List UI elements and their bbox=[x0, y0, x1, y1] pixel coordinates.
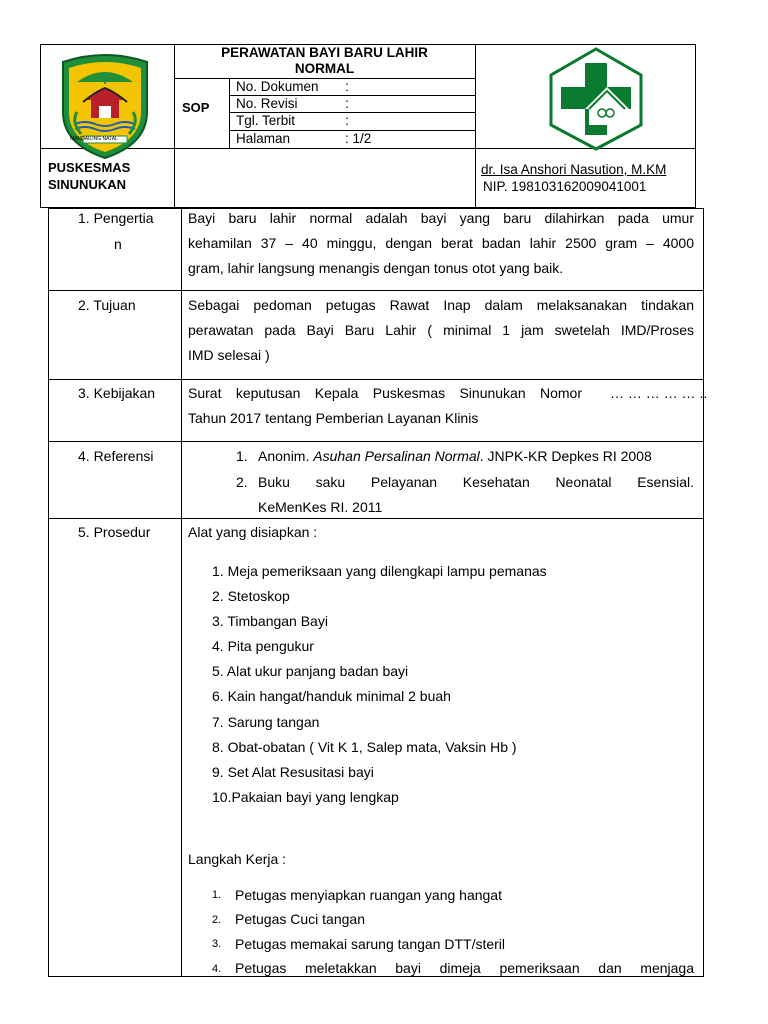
row-label: 5. Prosedur bbox=[78, 524, 151, 540]
tool-item: 2. Stetoskop bbox=[212, 588, 290, 604]
page-label: Halaman bbox=[236, 131, 291, 146]
signatory-nip: NIP. 198103162009041001 bbox=[483, 179, 647, 194]
row-label: 4. Referensi bbox=[78, 448, 154, 464]
step-num: 2. bbox=[212, 914, 222, 926]
policy-line: Tahun 2017 tentang Pemberian Layanan Klinis bbox=[188, 410, 479, 426]
row-label: 1. Pengertia bbox=[78, 210, 154, 226]
step-item: Petugas Cuci tangan bbox=[235, 911, 365, 927]
step-num: 1. bbox=[212, 889, 222, 901]
sop-label: SOP bbox=[182, 100, 210, 115]
tool-item: 4. Pita pengukur bbox=[212, 638, 314, 654]
policy-dots: … … … … … .. bbox=[610, 385, 708, 401]
tool-item: 5. Alat ukur panjang badan bayi bbox=[212, 663, 409, 679]
health-center-logo bbox=[545, 45, 647, 153]
tool-item: 10.Pakaian bayi yang lengkap bbox=[212, 789, 399, 805]
org-name-line1: PUSKESMAS bbox=[48, 160, 131, 175]
tool-item: 1. Meja pemeriksaan yang dilengkapi lampu pemanas bbox=[212, 563, 547, 579]
reference-item bbox=[258, 448, 652, 465]
definition-line: Bayi baru lahir normal adalah bayi yang baru dilahirkan pada umur bbox=[188, 210, 694, 226]
definition-line: kehamilan 37 – 40 minggu, dengan berat badan lahir 2500 gram – 4000 bbox=[188, 235, 694, 251]
page-value: : 1/2 bbox=[345, 131, 372, 146]
issue-date-label: Tgl. Terbit bbox=[236, 113, 296, 128]
tool-item: 7. Sarung tangan bbox=[212, 714, 320, 730]
reference-item: Buku saku Pelayanan Kesehatan Neonatal Esensial. bbox=[258, 474, 694, 490]
ref-title: Asuhan Persalinan Normal bbox=[313, 448, 480, 464]
row-label: 3. Kebijakan bbox=[78, 385, 156, 401]
step-item: Petugas memakai sarung tangan DTT/steril bbox=[235, 936, 506, 952]
policy-line: Surat keputusan Kepala Puskesmas Sinunukan Nomor bbox=[188, 385, 582, 401]
step-item: Petugas meletakkan bayi dimeja pemeriksaan dan menjaga bbox=[235, 960, 694, 976]
step-num: 4. bbox=[212, 963, 222, 975]
revision-value: : bbox=[345, 96, 349, 111]
signatory-name: dr. Isa Anshori Nasution, M.KM bbox=[481, 162, 667, 177]
steps-heading: Langkah Kerja : bbox=[188, 851, 287, 867]
definition-line: gram, lahir langsung menangis dengan tonus otot yang baik. bbox=[188, 260, 564, 276]
tools-heading: Alat yang disiapkan : bbox=[188, 524, 318, 540]
tool-item: 9. Set Alat Resusitasi bayi bbox=[212, 764, 374, 780]
tool-item: 6. Kain hangat/handuk minimal 2 buah bbox=[212, 688, 451, 704]
document-title bbox=[174, 45, 475, 77]
tool-item: 8. Obat-obatan ( Vit K 1, Salep mata, Vaksin Hb ) bbox=[212, 739, 517, 755]
title-line1: PERAWATAN BAYI BARU LAHIR bbox=[221, 45, 428, 60]
ref-post: . JNPK-KR Depkes RI 2008 bbox=[479, 448, 652, 464]
title-line2: NORMAL bbox=[294, 60, 355, 76]
org-name-line2: SINUNUKAN bbox=[48, 177, 126, 192]
row-label-cont: n bbox=[114, 236, 122, 252]
revision-label: No. Revisi bbox=[236, 96, 298, 111]
purpose-line: Sebagai pedoman petugas Rawat Inap dalam melaksanakan tindakan bbox=[188, 297, 694, 313]
purpose-line: perawatan pada Bayi Baru Lahir ( minimal 1 jam swetelah IMD/Proses bbox=[188, 322, 694, 338]
doc-number-label: No. Dokumen bbox=[236, 79, 319, 94]
doc-number-value: : bbox=[345, 79, 349, 94]
step-num: 3. bbox=[212, 938, 222, 950]
issue-date-value: : bbox=[345, 113, 349, 128]
row-label: 2. Tujuan bbox=[78, 297, 136, 313]
purpose-line: IMD selesai ) bbox=[188, 347, 270, 363]
reference-item-cont: KeMenKes RI. 2011 bbox=[258, 499, 383, 515]
ref-num: 2. bbox=[236, 474, 248, 490]
regency-emblem-logo bbox=[55, 52, 155, 160]
step-item: Petugas menyiapkan ruangan yang hangat bbox=[235, 887, 502, 903]
tool-item: 3. Timbangan Bayi bbox=[212, 613, 328, 629]
ref-pre: Anonim. bbox=[258, 448, 314, 464]
ref-num: 1. bbox=[236, 448, 248, 464]
logo-banner-text: MANDAILING NATAL bbox=[70, 136, 118, 142]
